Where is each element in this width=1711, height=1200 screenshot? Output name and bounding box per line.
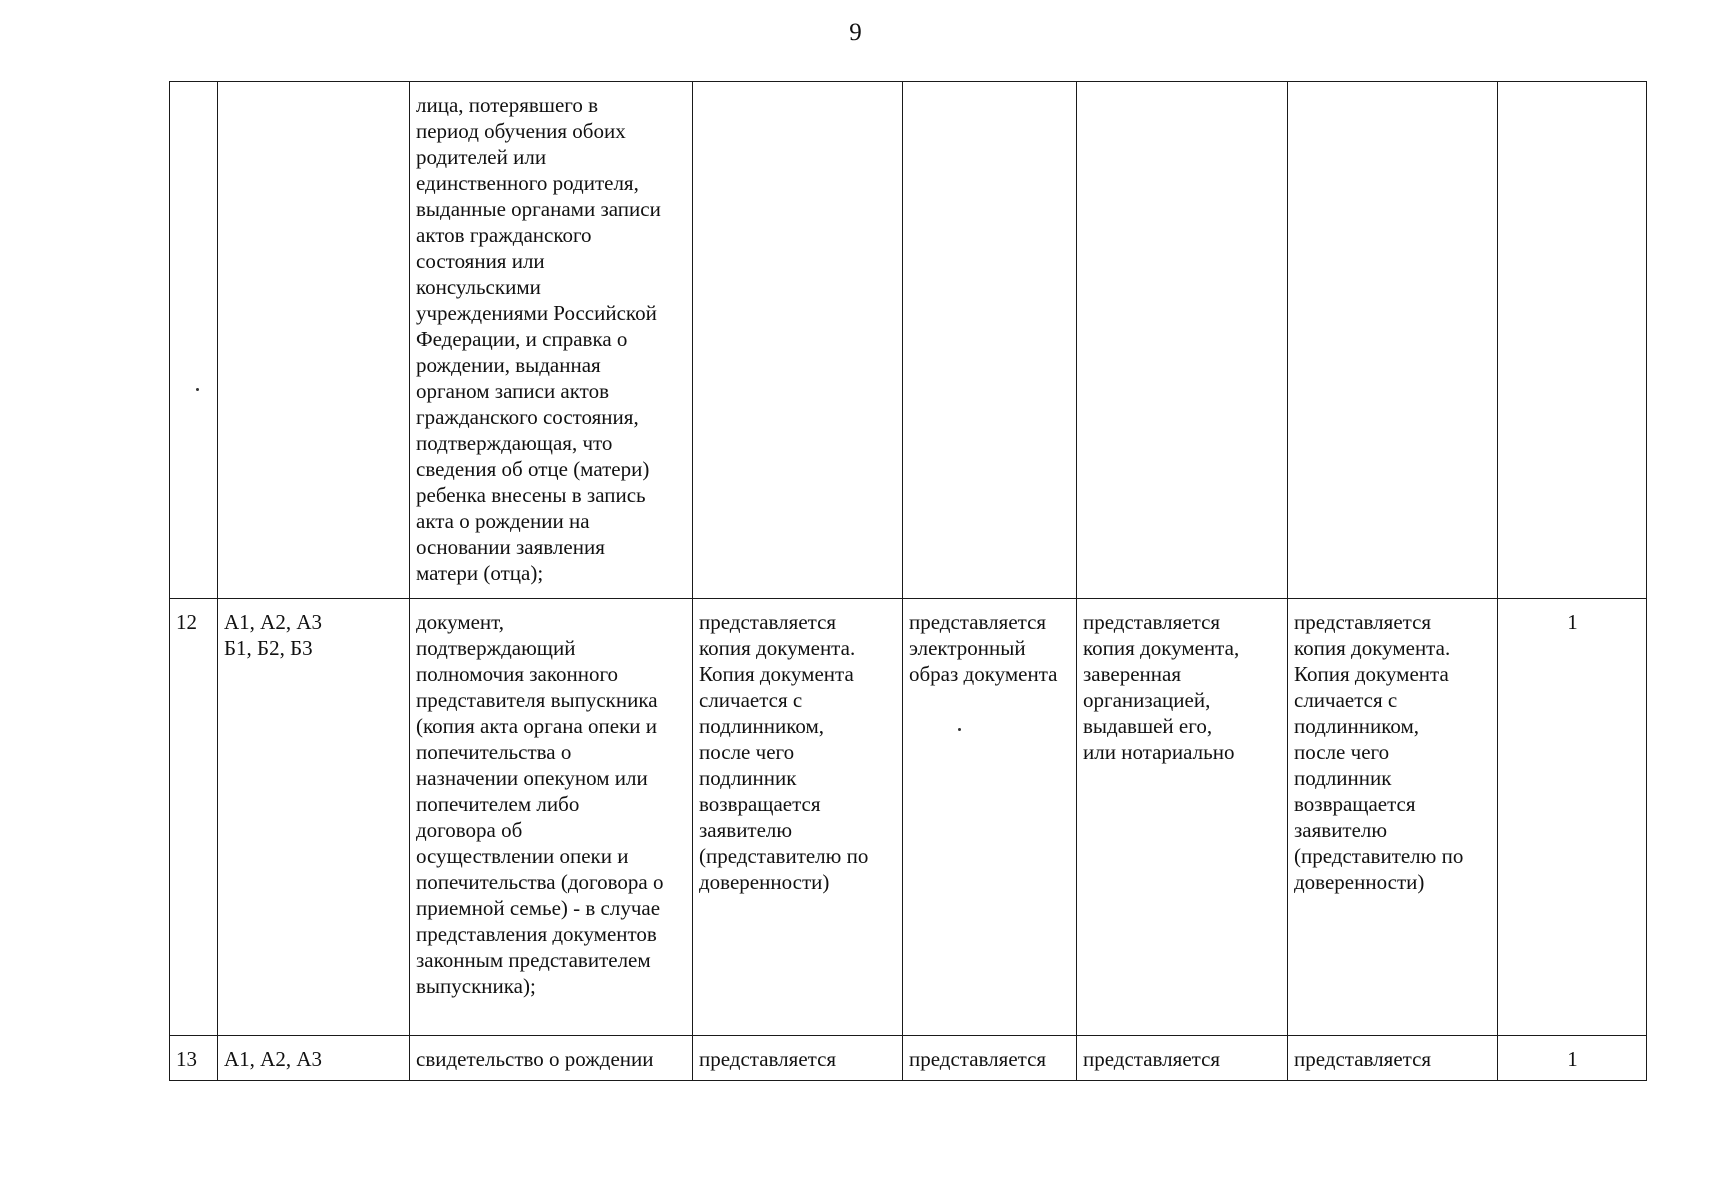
column-4-cell: представляется копия документа. Копия документа сличается с подлинником, после чего подлинник возвращается заявителю (представителю по доверенности) — [693, 599, 903, 1036]
column-7-cell: представляется копия документа. Копия документа сличается с подлинником, после чего подлинник возвращается заявителю (представителю по доверенности) — [1288, 599, 1498, 1036]
column-5-cell: представляется — [903, 1036, 1077, 1081]
column-6-cell: представляется — [1077, 1036, 1288, 1081]
column-4-cell: представляется — [693, 1036, 903, 1081]
count-cell: 1 — [1498, 599, 1647, 1036]
scan-speck — [196, 388, 199, 391]
document-cell: свидетельство о рождении — [410, 1036, 693, 1081]
document-cell: лица, потерявшего в период обучения обоих родителей или единственного родителя, выданные органами записи актов гражданского состояния или консульскими учреждениями Российской Федерации, и справка о рождении, выданная органом записи актов гражданского состояния, подтверждающая, что сведения об отце (матери) ребенка внесены в запись акта о рождении на основании заявления матери (отца); — [410, 82, 693, 599]
categories-cell: А1, А2, А3 — [218, 1036, 410, 1081]
column-5-cell: представляется электронный образ документа — [903, 599, 1077, 1036]
categories-cell — [218, 82, 410, 599]
table-row — [170, 82, 1647, 599]
categories-cell: А1, А2, А3 Б1, Б2, Б3 — [218, 599, 410, 1036]
column-4-cell — [693, 82, 903, 599]
scan-speck — [958, 728, 961, 731]
column-5-cell — [903, 82, 1077, 599]
table-row — [170, 599, 1647, 1036]
column-7-cell: представляется — [1288, 1036, 1498, 1081]
row-number-cell: 13 — [170, 1036, 218, 1081]
column-7-cell — [1288, 82, 1498, 599]
row-number-cell — [170, 82, 218, 599]
column-6-cell: представляется копия документа, заверенная организацией, выдавшей его, или нотариально — [1077, 599, 1288, 1036]
column-6-cell — [1077, 82, 1288, 599]
documents-table — [169, 81, 1647, 1081]
count-cell: 1 — [1498, 1036, 1647, 1081]
table-row — [170, 1036, 1647, 1081]
row-number-cell: 12 — [170, 599, 218, 1036]
count-cell — [1498, 82, 1647, 599]
page-number: 9 — [849, 19, 862, 46]
document-cell: документ, подтверждающий полномочия законного представителя выпускника (копия акта органа опеки и попечительства о назначении опекуном или попечителем либо договора об осуществлении опеки и попечительства (договора о приемной семье) - в случае представления документов законным представителем выпускника); — [410, 599, 693, 1036]
